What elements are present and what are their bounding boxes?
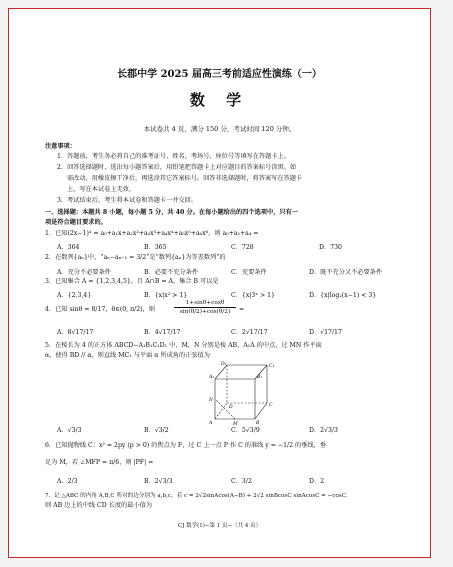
note-line: 1．答题前，考生务必将自己的准考证号、姓名、考场号、座位号等填写在答题卡上。 — [57, 153, 290, 160]
q4-fraction-numerator: 1+sinθ+cosθ — [174, 299, 236, 308]
q6-option-d: D．2 — [309, 478, 325, 485]
section-heading: 一、选择题：本题共 8 小题，每小题 5 分，共 40 分。在每小题给出的四个选项中，只有一 — [45, 209, 298, 216]
q5-option-a: A．√3/3 — [57, 427, 82, 434]
question-6-stem: 6．已知抛物线 C：x² = 2py (p > 0) 的焦点为 F，过 C 上一点 P 作 C 的准线 y = −1/2 的垂线，垂 — [45, 442, 326, 449]
q4-option-a: A．8√17/17 — [57, 329, 94, 336]
note-line: 3．考试结束后，考生将本试卷和答题卡一并交回。 — [57, 197, 198, 204]
question-7-stem: 7．记 △ABC 的内角 A,B,C 所对的边分别为 a,b,c，若 c = 2√2sinAcos(A−B) + 2√2 sinBcosC sinAcosC = −cosC， — [45, 493, 352, 499]
q5-option-b: B．√3/2 — [144, 427, 169, 434]
note-line: 2．回答选择题时，选出每小题答案后，用铅笔把答题卡上对应题目的答案标号涂黑。如 — [57, 164, 297, 171]
label-c1: C₁ — [269, 364, 275, 369]
q2-option-c: C．充要条件 — [231, 269, 267, 276]
question-4-stem: 4．已知 sinθ = 8/17，θ∈(0, π/2)，则 — [45, 306, 155, 313]
q4-option-b: B．4√17/17 — [144, 329, 181, 336]
q1-option-c: C．728 — [231, 244, 254, 251]
q1-option-d: D．730 — [319, 244, 342, 251]
q1-option-a: A．364 — [57, 244, 80, 251]
q2-option-a: A．充分不必要条件 — [57, 269, 111, 276]
q6-option-a: A．2/3 — [57, 478, 78, 485]
q5-option-d: D．2√3/3 — [309, 427, 338, 434]
notes-heading: 注意事项： — [45, 143, 76, 150]
question-3-stem: 3．已知集合 A = {1,2,3,4,5}，且 A∩B = A，集合 B 可以是 — [45, 278, 219, 285]
q5-option-c: C．5√3/9 — [231, 427, 260, 434]
q6-option-c: C．3/2 — [231, 478, 252, 485]
question-5-stem-cont: α，使得 BD // α，则直线 MC₁ 与平面 α 所成角的正弦值为 — [45, 352, 210, 359]
q2-option-b: B．必要不充分条件 — [144, 269, 199, 276]
q3-option-c: C．{x|3ˣ > 1} — [231, 292, 275, 299]
q2-option-d: D．既不充分又不必要条件 — [309, 269, 383, 276]
page-footer: CJ 数学(1)−第 1 页−（共 4 页） — [177, 523, 262, 529]
exam-title: 长郡中学 2025 届高三考前适应性演练（一） — [117, 69, 322, 80]
q4-fraction-denominator: sin(θ/2)+cos(θ/2) — [179, 309, 231, 315]
label-a1: A₁ — [209, 375, 215, 380]
q4-fraction — [174, 299, 236, 316]
subject-heading: 数 学 — [189, 91, 250, 109]
label-d1: D₁ — [221, 362, 227, 367]
label-b1: B₁ — [257, 375, 263, 380]
label-m: M — [233, 422, 238, 427]
question-5-stem: 5．在棱长为 4 的正方体 ABCD−A₁B₁C₁D₁ 中，M，N 分别是棱 AB，A₁A 的中点，过 MN 作平面 — [45, 342, 322, 349]
label-b: B — [256, 421, 260, 426]
label-a: A — [209, 421, 213, 426]
q3-option-b: B．{x|x² > 1} — [144, 292, 188, 299]
label-c: C — [269, 403, 273, 408]
q3-option-d: D．{x|log₂(x−1) < 3} — [309, 292, 377, 299]
q4-option-d: D．√17/17 — [309, 329, 342, 336]
label-d: D — [229, 405, 233, 410]
question-2-stem: 2．在数列{aₙ}中，“aₙ−aₙ₋₁ = 3/2”是“数列{aₙ}为等差数列”的 — [45, 254, 226, 261]
document-page — [8, 8, 431, 558]
q4-equals: = — [239, 306, 245, 313]
q4-option-c: C．2√17/17 — [231, 329, 268, 336]
question-7-stem-cont: 则 AB 边上的中线 CD 长度的最小值为 — [45, 502, 153, 509]
q6-option-b: B．2√3/3 — [144, 478, 173, 485]
exam-meta: 本试卷共 4 页，满分 150 分，考试时间 120 分钟。 — [143, 125, 296, 133]
note-line: 上，写在本试卷上无效。 — [67, 186, 136, 193]
q1-option-b: B．365 — [144, 244, 167, 251]
question-6-stem-cont: 足为 M，若 ∠MFP = π/6，则 |PF| = — [45, 459, 154, 466]
q3-option-a: A．{2,3,4} — [57, 292, 92, 299]
cube-figure — [209, 361, 285, 427]
scrollbar[interactable] — [437, 8, 445, 558]
note-line: 需改动，用橡皮擦干净后，再选涂其它答案标号。回答非选择题时，将答案写在答题卡 — [67, 175, 303, 182]
label-n: N — [209, 398, 213, 403]
section-heading-cont: 项是符合题目要求的。 — [45, 219, 107, 226]
question-1-stem: 1．已知(2x−1)⁴ = a₀+a₁x+a₂x²+a₃x³+a₄x⁴+a₅x⁵+a₆x⁶，则 a₀+a₂+a₄ = — [45, 230, 259, 237]
